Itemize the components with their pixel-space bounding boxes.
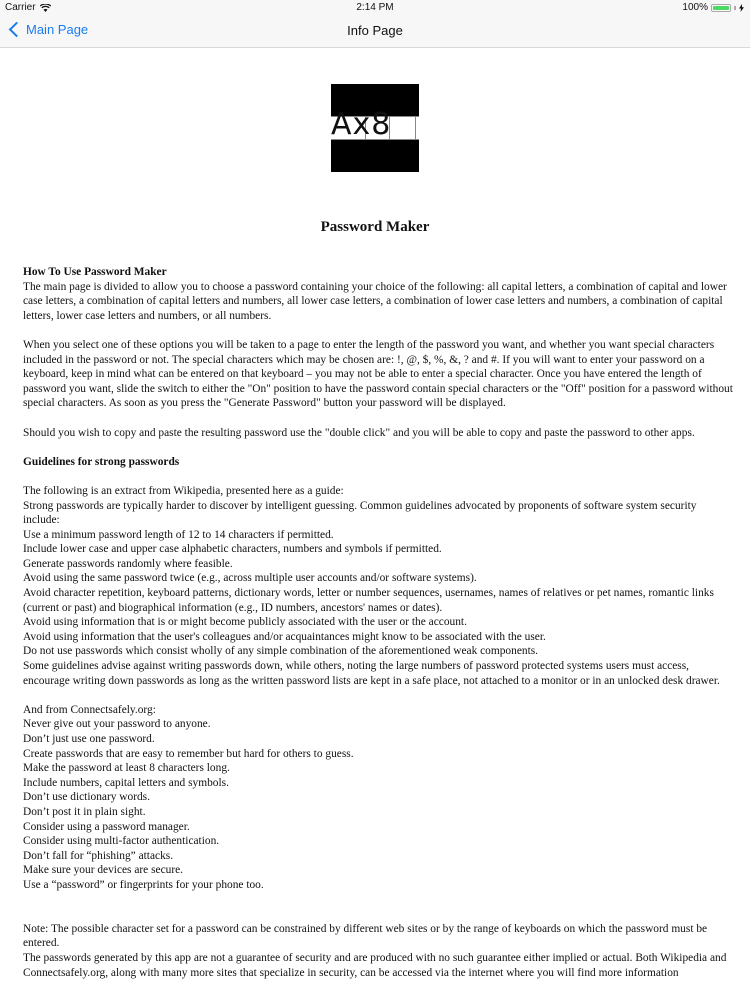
navigation-bar [0, 16, 750, 48]
guideline-line: Avoid using information that is or might become publicly associated with the user or the account. [23, 616, 467, 629]
guideline-line: Include lower case and upper case alphabetic characters, numbers and symbols if permitted. [23, 543, 442, 556]
connectsafely-line: Use a “password” or fingerprints for your phone too. [23, 878, 264, 891]
status-time: 2:14 PM [356, 2, 394, 13]
connectsafely-line: Consider using a password manager. [23, 820, 190, 833]
connectsafely-line: Make sure your devices are secure. [23, 864, 184, 877]
app-logo [331, 84, 419, 172]
battery-percent: 100% [682, 2, 708, 13]
connectsafely-intro: And from Connectsafely.org: [23, 703, 156, 716]
guidelines-heading: Guidelines for strong passwords [23, 455, 180, 468]
connectsafely-line: Create passwords that are easy to remember but hard for others to guess. [23, 747, 354, 760]
logo-divider [415, 116, 416, 140]
connectsafely-line: Don’t fall for “phishing” attacks. [23, 849, 174, 862]
note-paragraph-1: Note: The possible character set for a password can be constrained by different web sites or by the range of keyboards on which the password must be entered. [23, 922, 708, 950]
guideline-line: Avoid using information that the user's colleagues and/or acquaintances might know to be associated with the user. [23, 630, 546, 643]
connectsafely-line: Don’t post it in plain sight. [23, 805, 146, 818]
how-to-paragraph-2: When you select one of these options you will be taken to a page to enter the length of the password you want, and whether you want special characters included in the password or not. The special characters which may be chosen are: !, @, $, %, &, ? and #. If you will want to enter your password on a keyboard, keep in mind what can be entered on that keyboard – you may not be able to enter a special character. Once you have entered the length of password you want, slide the switch to either the "On" position to have the password contain special characters or the "Off" position for a password without special characters. As soon as you press the "Generate Password" button your password will be displayed. [23, 338, 733, 410]
guideline-line: Avoid using the same password twice (e.g., across multiple user accounts and/or software systems). [23, 572, 477, 585]
page-title: Info Page [347, 23, 403, 38]
charging-bolt-icon [739, 4, 744, 12]
battery-icon [711, 4, 731, 12]
guideline-line: Do not use passwords which consist wholly of any simple combination of the aforementioned weak components. [23, 645, 539, 658]
connectsafely-line: Consider using multi-factor authentication. [23, 835, 220, 848]
how-to-paragraph-1: The main page is divided to allow you to choose a password containing your choice of the following: all capital letters, a combination of capital and lower case letters, a combination of capital letters and numbers, all lower case letters, a combination of lower case letters and numbers, a combination of capital letters, lower case letters and numbers, or all numbers. [23, 280, 727, 322]
note-paragraph-2: The passwords generated by this app are not a guarantee of security and are produced with no such guarantee either implied or actual. Both Wikipedia and Connectsafely.org, along with many more sites that specialize in security, can be accessed via the internet where you will find more information [23, 951, 727, 979]
connectsafely-line: Don’t use dictionary words. [23, 791, 150, 804]
guideline-line: Avoid character repetition, keyboard patterns, dictionary words, letter or number sequences, usernames, names of relatives or pet names, romantic links (current or past) and biographical information (e.g., ID numbers, ancestors' names or dates). [23, 587, 714, 614]
how-to-heading: How To Use Password Maker [23, 266, 167, 278]
connectsafely-line: Include numbers, capital letters and symbols. [23, 776, 229, 789]
info-content [23, 265, 733, 980]
guideline-line: Strong passwords are typically harder to discover by intelligent guessing. Common guidelines advocated by proponents of software system security include: [23, 499, 697, 527]
guideline-line: Generate passwords randomly where feasible. [23, 557, 233, 570]
guideline-line: Use a minimum password length of 12 to 14 characters if permitted. [23, 528, 334, 541]
carrier-label: Carrier [5, 2, 36, 13]
how-to-paragraph-3: Should you wish to copy and paste the resulting password use the "double click" and you will be able to copy and paste the password to other apps. [23, 426, 695, 439]
status-right [682, 2, 744, 13]
status-bar [0, 0, 750, 16]
app-title: Password Maker [320, 219, 430, 235]
battery-tip [734, 6, 736, 10]
connectsafely-line: Don’t just use one password. [23, 733, 155, 745]
guidelines-intro: The following is an extract from Wikipedia, presented here as a guide: [23, 484, 344, 497]
connectsafely-line: Never give out your password to anyone. [23, 718, 211, 731]
logo-text: Ax8 [331, 107, 392, 142]
back-button-label: Main Page [26, 22, 89, 37]
guideline-line: Some guidelines advise against writing passwords down, while others, noting the large numbers of password protected systems users must access, encourage writing down passwords as long as the written password lists are kept in a safe place, not attached to a monitor or in an unlocked desk drawer. [23, 660, 720, 687]
connectsafely-line: Make the password at least 8 characters long. [23, 762, 230, 775]
